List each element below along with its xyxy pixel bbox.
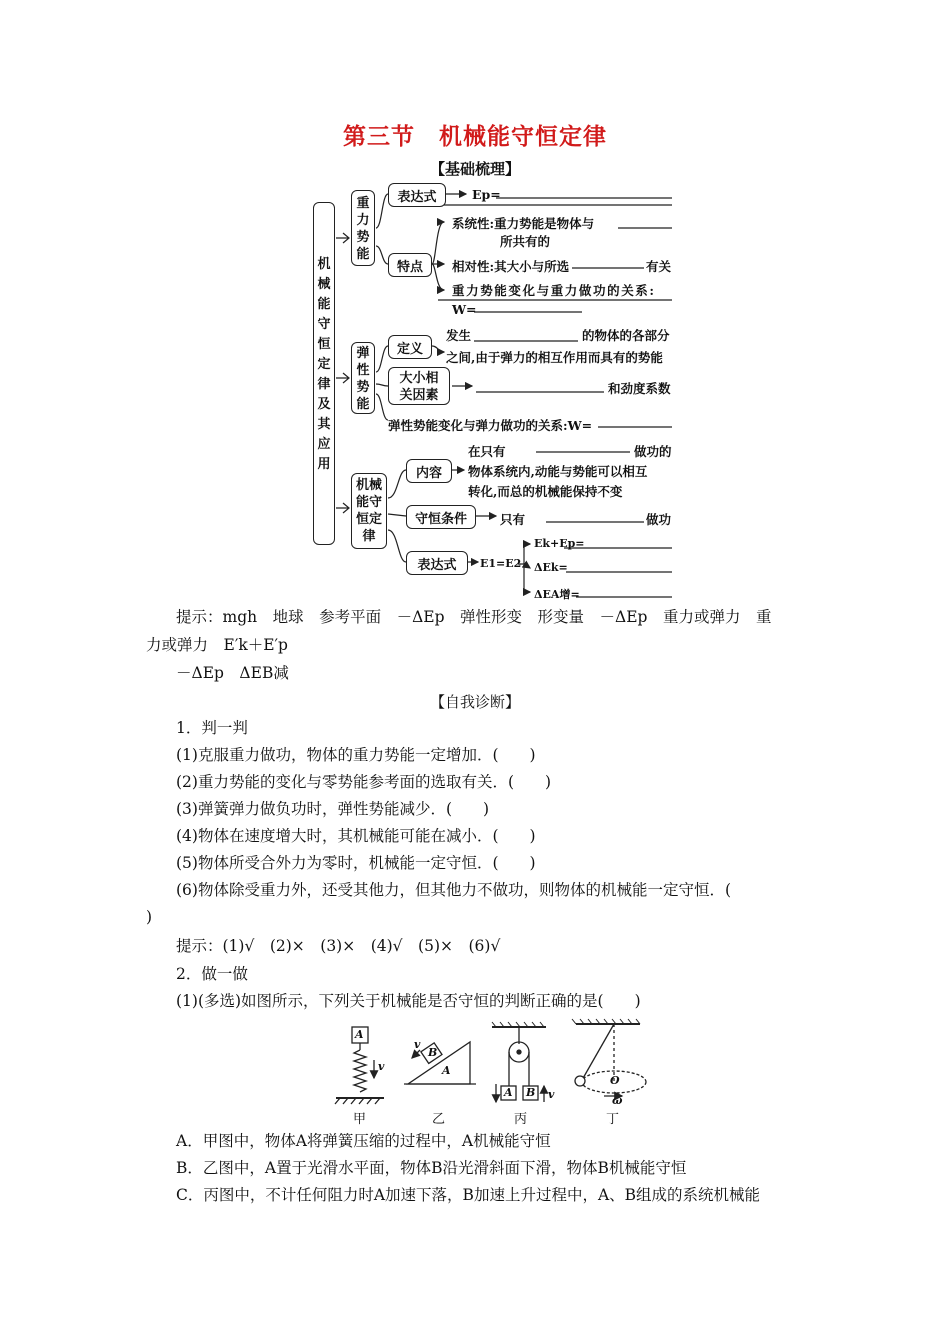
fig-label-yi: 乙 <box>432 1112 446 1127</box>
law-node: 机械能守恒定律 <box>351 473 387 549</box>
only-text: 只有 <box>500 512 526 527</box>
expression-node: 表达式 <box>388 183 446 207</box>
option-b: B．乙图中，A置于光滑水平面，物体B沿光滑斜面下滑，物体B机械能守恒 <box>176 1159 687 1177</box>
elastic-pe-node: 弹性势能 <box>351 342 375 414</box>
hint-2: 提示：(1)√ (2)× (3)× (4)√ (5)× (6)√ <box>176 937 501 955</box>
content-text-1: 在只有 <box>468 444 506 459</box>
def-text-2: 之间,由于弹力的相互作用而具有的势能 <box>446 350 663 365</box>
q1-item-4: (4)物体在速度增大时，其机械能可能在减小．( ) <box>176 827 536 845</box>
option-a: A．甲图中，物体A将弹簧压缩的过程中，A机械能守恒 <box>176 1132 551 1150</box>
option-c: C．丙图中，不计任何阻力时A加速下落，B加速上升过程中，A、B组成的系统机械能 <box>176 1186 761 1204</box>
content-text-3: 转化,而总的机械能保持不变 <box>468 484 623 499</box>
q1-item-5: (5)物体所受合外力为零时，机械能一定守恒．( ) <box>176 854 536 872</box>
conditions-node: 守恒条件 <box>406 505 476 529</box>
fig-ding-omega: ω <box>612 1094 623 1107</box>
fig-label-ding: 丁 <box>606 1112 620 1127</box>
content-text-2: 物体系统内,动能与势能可以相互 <box>468 464 648 479</box>
system-text: 系统性:重力势能是物体与 <box>452 216 595 231</box>
fig-yi-label-b: B <box>428 1046 438 1059</box>
system-text-2: 所共有的 <box>500 234 551 249</box>
fig-label-bing: 丙 <box>514 1112 528 1127</box>
dek-formula: ΔEk= <box>534 561 568 574</box>
expression-2-node: 表达式 <box>406 551 468 575</box>
ek-ep-formula: Ek+Ep= <box>534 537 585 550</box>
relation-text: 重力势能变化与重力做功的关系: <box>452 283 656 298</box>
q2-title: 2．做一做 <box>176 965 248 983</box>
q1-item-6-end: ) <box>146 908 153 926</box>
fig-yi-label-a: A <box>442 1064 451 1077</box>
gravity-pe-node: 重力势能 <box>351 190 375 266</box>
definition-node: 定义 <box>388 335 432 359</box>
fig-jia-v: v <box>378 1060 385 1073</box>
hint-1-line-1: 提示：mgh 地球 参考平面 －ΔEp 弹性形变 形变量 －ΔEp 重力或弹力 重 <box>176 608 772 626</box>
relative-text: 相对性:其大小与所选 <box>452 259 570 274</box>
fig-bing-label-b: B <box>526 1086 536 1099</box>
fig-ding-o: O <box>610 1074 620 1087</box>
hint-1-line-2: 力或弹力 E′k＋E′p <box>146 636 288 654</box>
hint-1-line-3: －ΔEp ΔEB减 <box>176 664 289 682</box>
fig-yi-v: v <box>414 1038 421 1051</box>
factors-node: 大小相关因素 <box>388 367 450 405</box>
features-node: 特点 <box>388 253 432 277</box>
relative-end: 有关 <box>646 259 672 274</box>
q1-item-2: (2)重力势能的变化与零势能参考面的选取有关．( ) <box>176 773 552 791</box>
fig-jia-label-a: A <box>355 1028 364 1041</box>
def-text-1-end: 的物体的各部分 <box>582 328 670 343</box>
factors-end: 和劲度系数 <box>608 381 671 396</box>
e1e2-formula: E1=E2 <box>480 557 522 570</box>
section-diagnosis-heading: 【自我诊断】 <box>429 693 520 711</box>
section-basic-heading: 【基础梳理】 <box>429 160 520 178</box>
content-text-1-end: 做功的 <box>634 444 672 459</box>
q2-question: (1)(多选)如图所示，下列关于机械能是否守恒的判断正确的是( ) <box>176 992 641 1010</box>
root-node: 机械能守恒定律及其应用 <box>313 202 335 545</box>
content-node: 内容 <box>406 459 452 483</box>
fig-bing-v: v <box>548 1088 555 1101</box>
fig-bing-label-a: A <box>504 1086 513 1099</box>
ep-formula: Ep= <box>472 187 501 202</box>
work-text: 做功 <box>646 512 672 527</box>
q1-item-1: (1)克服重力做功，物体的重力势能一定增加．( ) <box>176 746 536 764</box>
fig-label-jia: 甲 <box>353 1112 367 1127</box>
elastic-relation: 弹性势能变化与弹力做功的关系:W= <box>388 418 593 433</box>
q1-item-6: (6)物体除受重力外，还受其他力，但其他力不做功，则物体的机械能一定守恒．( <box>176 881 732 899</box>
def-text-1: 发生 <box>446 328 472 343</box>
dea-formula: ΔEA增= <box>534 588 580 601</box>
w-formula: W= <box>452 302 477 317</box>
q1-title: 1．判一判 <box>176 719 248 737</box>
page-title: 第三节 机械能守恒定律 <box>343 123 607 150</box>
q1-item-3: (3)弹簧弹力做负功时，弹性势能减少．( ) <box>176 800 490 818</box>
